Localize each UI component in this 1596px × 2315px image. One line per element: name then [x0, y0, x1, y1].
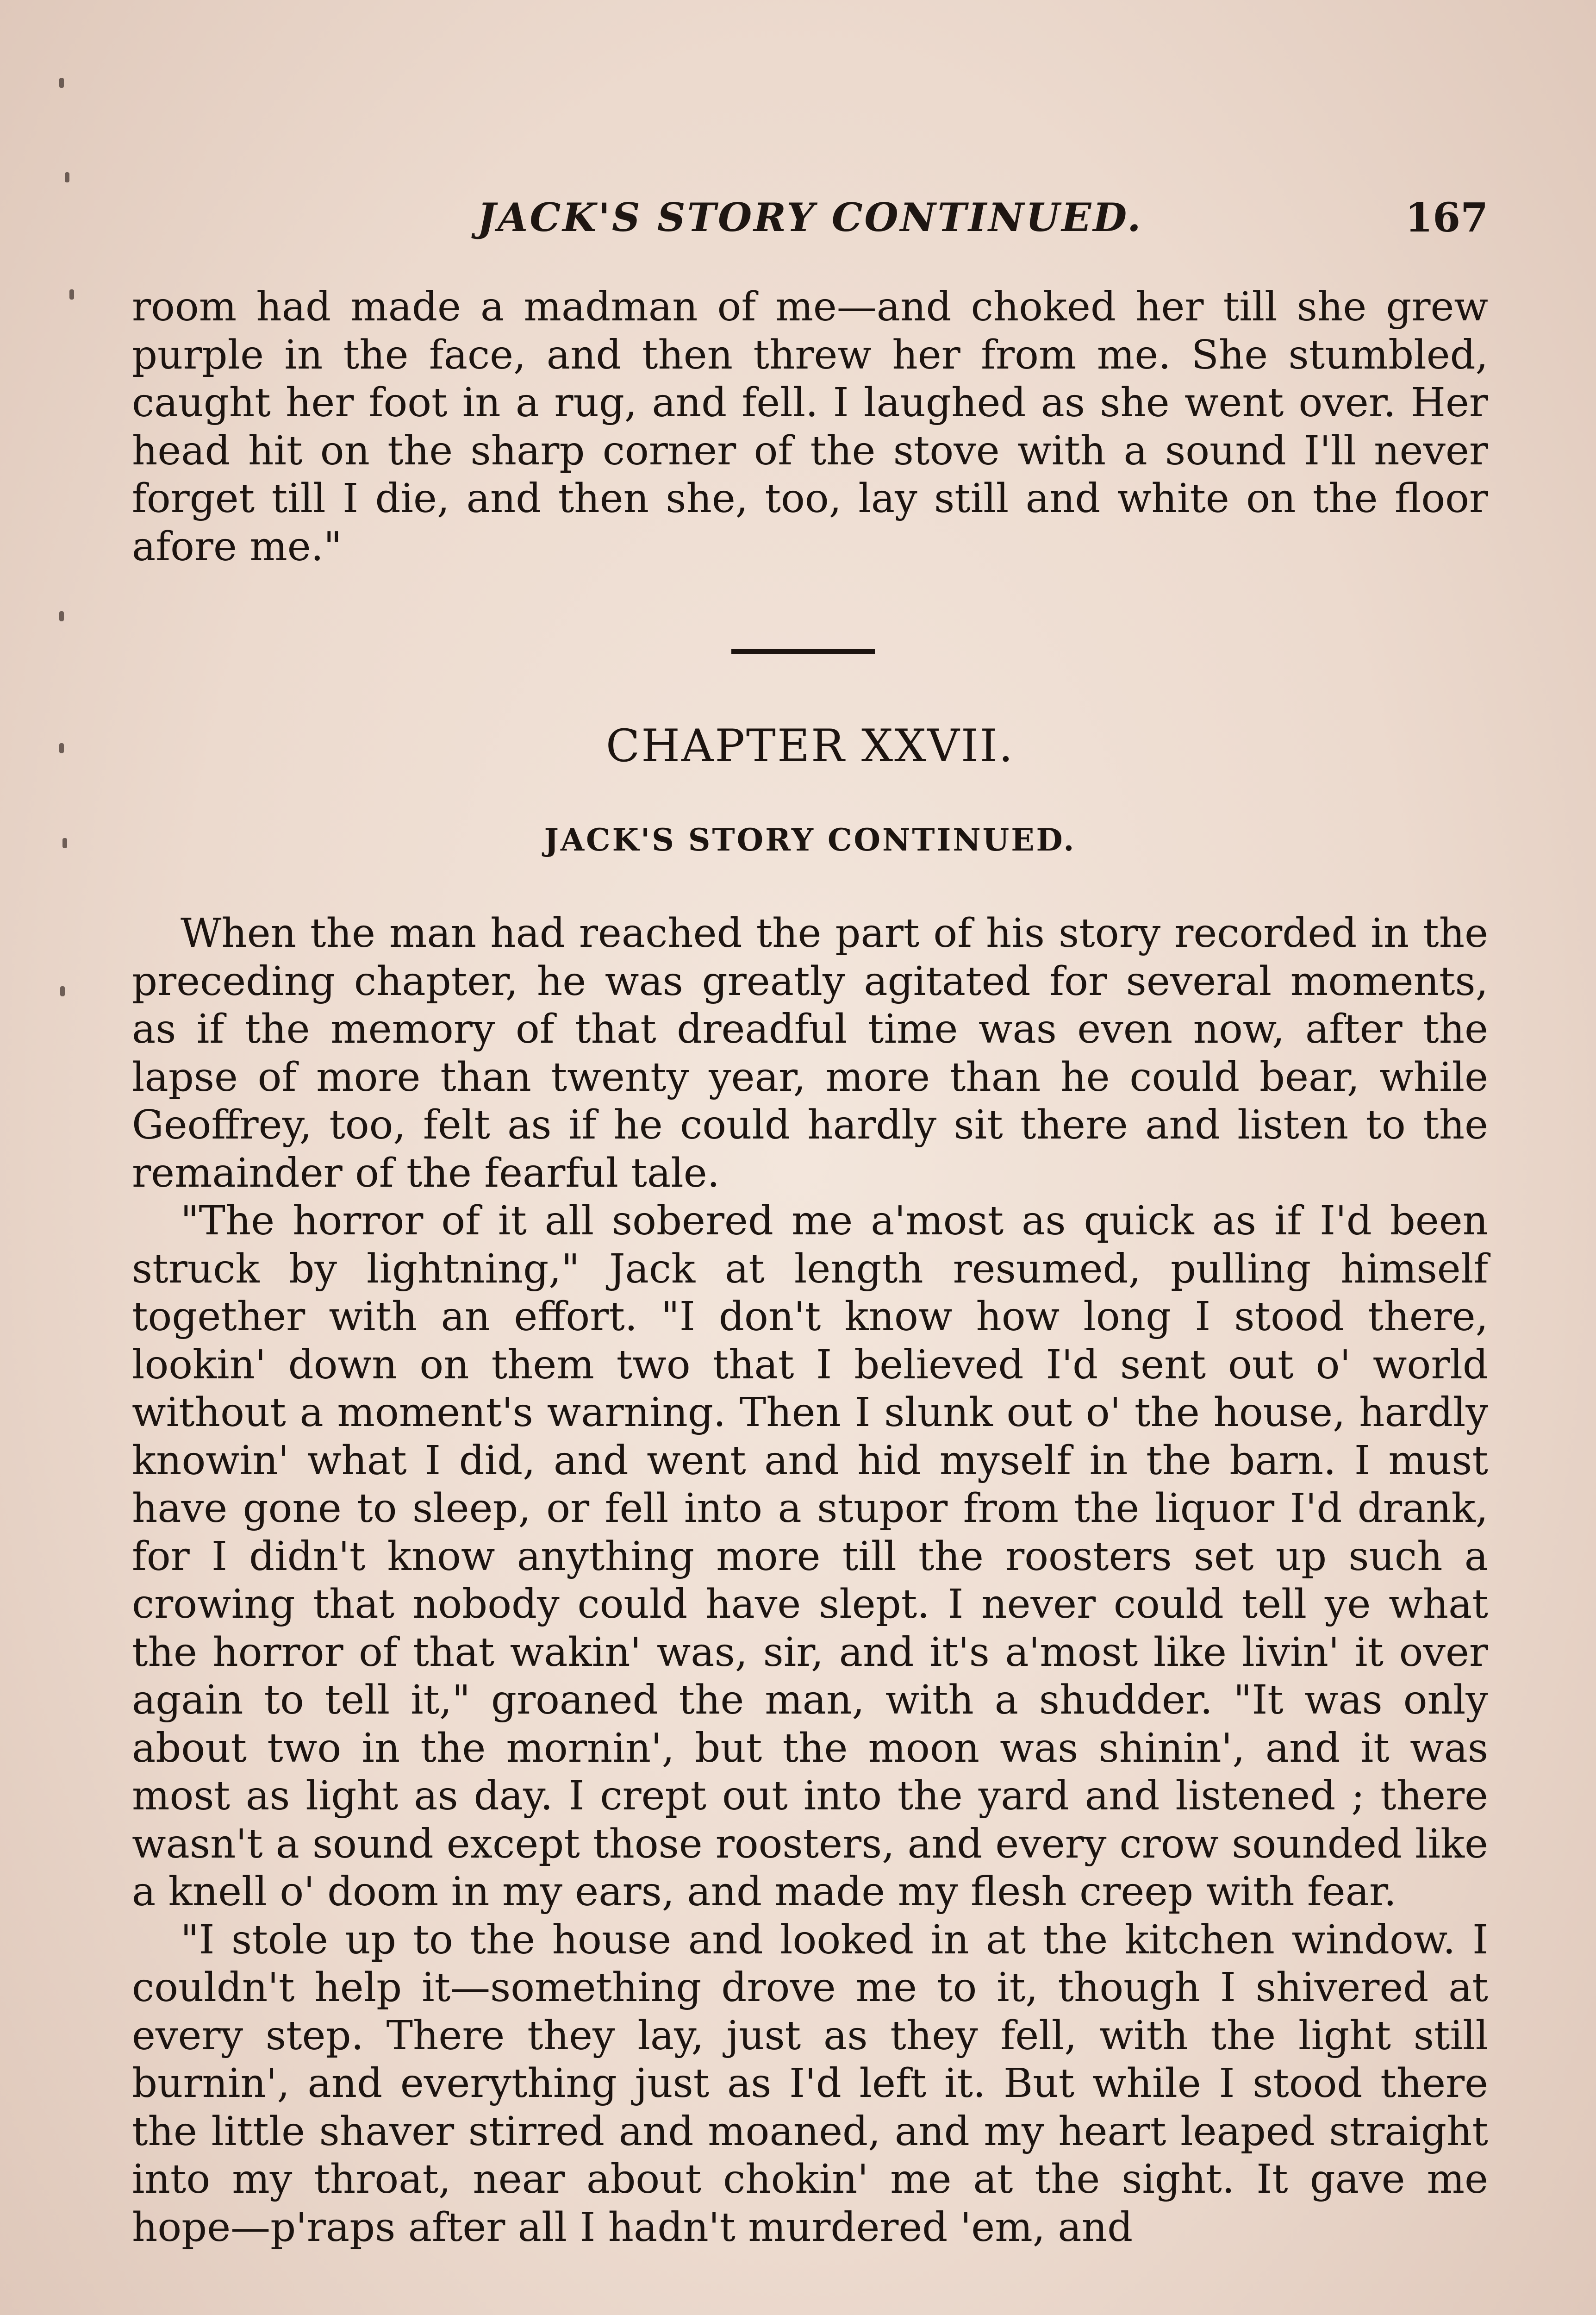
speck [69, 289, 74, 300]
opening-paragraph: room had made a madman of me—and choked her till she grew purple in the face, and then threw her from me. She stumbled, caught her foot in a rug, and fell. I laughed as she went over. Her head hit on the sharp corner of the stove with a sound I'll never forget till I die, and then she, too, lay still and white on the floor afore me." [132, 284, 1488, 570]
section-rule [731, 649, 875, 654]
body-paragraph: "I stole up to the house and looked in at the kitchen window. I couldn't help it—something drove me to it, though I shivered at every step. There they lay, just as they fell, with the light still burnin', and everything just as I'd left it. But while I stood there the little shaver stirred and moaned, and my heart leaped straight into my throat, near about chokin' me at the sight. It gave me hope—p'raps after all I hadn't murdered 'em, and [132, 1916, 1488, 2251]
chapter-body [132, 910, 1488, 2252]
speck [59, 78, 64, 88]
body-paragraph: "The horror of it all sobered me a'most as quick as if I'd been struck by lightning," Jack at length resumed, pulling himself together with an effort. "I don't know how long I stood there, lookin' down on them two that I believed I'd sent out o' world without a moment's warning. Then I slunk out o' the house, hardly knowin' what I did, and went and hid myself in the barn. I must have gone to sleep, or fell into a stupor from the liquor I'd drank, for I didn't know anything more till the roosters set up such a crowing that nobody could have slept. I never could tell ye what the horror of that wakin' was, sir, and it's a'most like livin' it over again to tell it," groaned the man, with a shudder. "It was only about two in the mornin', but the moon was shinin', and it was most as light as day. I crept out into the yard and listened ; there wasn't a sound except those roosters, and every crow sounded like a knell o' doom in my ears, and made my flesh creep with fear. [132, 1198, 1488, 1915]
speck [59, 743, 64, 753]
speck [59, 611, 64, 621]
opening-paragraph-block [132, 283, 1488, 571]
running-title: JACK'S STORY CONTINUED. [477, 194, 1143, 240]
chapter-subtitle: JACK'S STORY CONTINUED. [544, 822, 1076, 858]
speck [65, 172, 69, 182]
speck [60, 986, 65, 996]
running-head [132, 194, 1488, 245]
body-paragraph: When the man had reached the part of his story recorded in the preceding chapter, he was greatly agitated for several moments, as if the memory of that dreadful time was even now, after the lapse of more than twenty year, more than he could bear, while Geoffrey, too, felt as if he could hardly sit there and listen to the remainder of the fearful tale. [132, 910, 1488, 1196]
speck [62, 838, 67, 848]
chapter-heading: CHAPTER XXVII. [605, 720, 1015, 772]
page-number: 167 [1405, 194, 1488, 241]
